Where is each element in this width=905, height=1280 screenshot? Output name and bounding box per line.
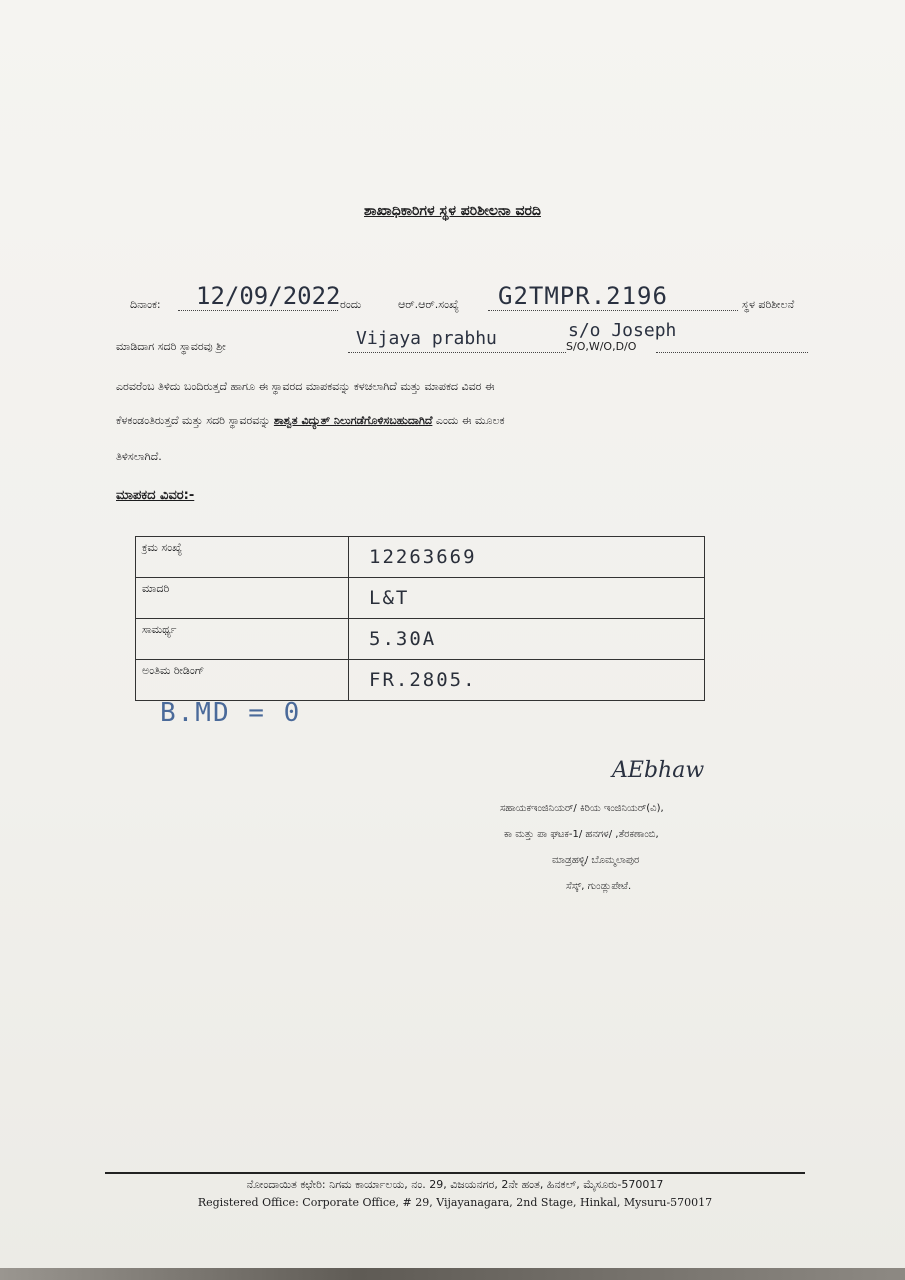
signatory-line: ಕಾ ಮತ್ತು ಪಾ ಘಟಕ-1/ ಹನಗಳ/ ,ತೆರಕಣಾಂಬಿ, bbox=[504, 829, 659, 840]
rr-value: G2TMPR.2196 bbox=[498, 282, 668, 310]
meter-label: ಮಾದರಿ bbox=[136, 578, 349, 619]
meter-details-table bbox=[135, 536, 705, 701]
relation-label: S/O,W/O,D/O bbox=[566, 340, 637, 353]
line2-prefix: ಮಾಡಿದಾಗ ಸದರಿ ಸ್ಥಾವರವು ಶ್ರೀ bbox=[116, 340, 226, 353]
date-rr-line bbox=[130, 282, 830, 312]
signature: AEbhaw bbox=[612, 758, 705, 783]
rr-dotted-line bbox=[488, 310, 738, 311]
date-value: 12/09/2022 bbox=[196, 282, 341, 310]
footer-english: Registered Office: Corporate Office, # 29, Vijayanagara, 2nd Stage, Hinkal, Mysuru-570017 bbox=[197, 1196, 713, 1209]
meter-value: L&T bbox=[349, 578, 705, 619]
footer-kannada: ನೋಂದಾಯಿತ ಕಛೇರಿ: ನಿಗಮ ಕಾರ್ಯಾಲಯ, ನಂ. 29, ವಿಜಯನಗರ, 2ನೇ ಹಂತ, ಹಿನಕಲ್, ಮೈಸೂರು-570017 bbox=[246, 1178, 664, 1191]
table-row bbox=[136, 578, 705, 619]
signatory-line: ಸೆಸ್ಕ್, ಗುಂಡ್ಲುಪೇಟೆ. bbox=[566, 881, 632, 892]
date-dotted-line bbox=[178, 310, 338, 311]
randu-label: ರಂದು bbox=[340, 298, 362, 311]
para-line5: ತಿಳಿಸಲಾಗಿದೆ. bbox=[116, 450, 162, 463]
signatory-line: ಸಹಾಯಕಇಂಜಿನಿಯರ್/ ಕಿರಿಯ ಇಂಜಿನಿಯರ್(ವಿ), bbox=[500, 803, 664, 814]
table-row bbox=[136, 619, 705, 660]
sthala-label: ಸ್ಥಳ ಪರಿಶೀಲನೆ bbox=[742, 298, 795, 311]
meter-heading: ಮಾಪಕದ ವಿವರ:- bbox=[116, 488, 195, 503]
bmd-note: B.MD = 0 bbox=[160, 698, 302, 728]
meter-value: FR.2805. bbox=[349, 660, 705, 701]
date-label: ದಿನಾಂಕ: bbox=[130, 298, 161, 311]
name-value: Vijaya prabhu bbox=[356, 328, 497, 349]
relation-dotted-line bbox=[656, 352, 808, 353]
footer-divider bbox=[105, 1172, 805, 1174]
relation-value: s/o Joseph bbox=[568, 320, 677, 341]
rr-label: ಆರ್.ಆರ್.ಸಂಖ್ಯೆ bbox=[398, 298, 459, 311]
meter-label: ಕ್ರಮ ಸಂಖ್ಯೆ bbox=[136, 537, 349, 578]
signatory-block bbox=[500, 796, 664, 900]
meter-label: ಅಂತಿಮ ರೀಡಿಂಗ್ bbox=[136, 660, 349, 701]
table-row bbox=[136, 660, 705, 701]
table-row bbox=[136, 537, 705, 578]
page-bottom-edge bbox=[0, 1268, 905, 1280]
signatory-line: ಮಾಡ್ರಹಳ್ಳಿ/ ಬೊಮ್ಮಲಾಪುರ bbox=[552, 855, 640, 866]
para-line3: ಎರವರೆಂಬ ತಿಳಿದು ಬಂದಿರುತ್ತದೆ ಹಾಗೂ ಈ ಸ್ಥಾವರದ ಮಾಪಕವನ್ನು ಕಳಚಲಾಗಿದೆ ಮತ್ತು ಮಾಪಕದ ವಿವರ ಈ bbox=[116, 380, 495, 393]
name-line bbox=[116, 320, 816, 356]
document-title: ಶಾಖಾಧಿಕಾರಿಗಳ ಸ್ಥಳ ಪರಿಶೀಲನಾ ವರದಿ bbox=[364, 203, 541, 219]
name-dotted-line bbox=[348, 352, 566, 353]
meter-value: 12263669 bbox=[349, 537, 705, 578]
meter-value: 5.30A bbox=[349, 619, 705, 660]
para-line4-part1: ಕೆಳಕಂಡಂತಿರುತ್ತದೆ ಮತ್ತು ಸದರಿ ಸ್ಥಾವರವನ್ನು bbox=[116, 414, 271, 427]
para-line4-bold: ಶಾಶ್ವತ ವಿದ್ಯುತ್ ನಿಲುಗಡೆಗೊಳಿಸಬಹುದಾಗಿದೆ bbox=[273, 414, 433, 427]
meter-label: ಸಾಮರ್ಥ್ಯ bbox=[136, 619, 349, 660]
para-line4 bbox=[116, 414, 816, 428]
para-line4-part2: ಎಂದು ಈ ಮೂಲಕ bbox=[435, 414, 505, 427]
